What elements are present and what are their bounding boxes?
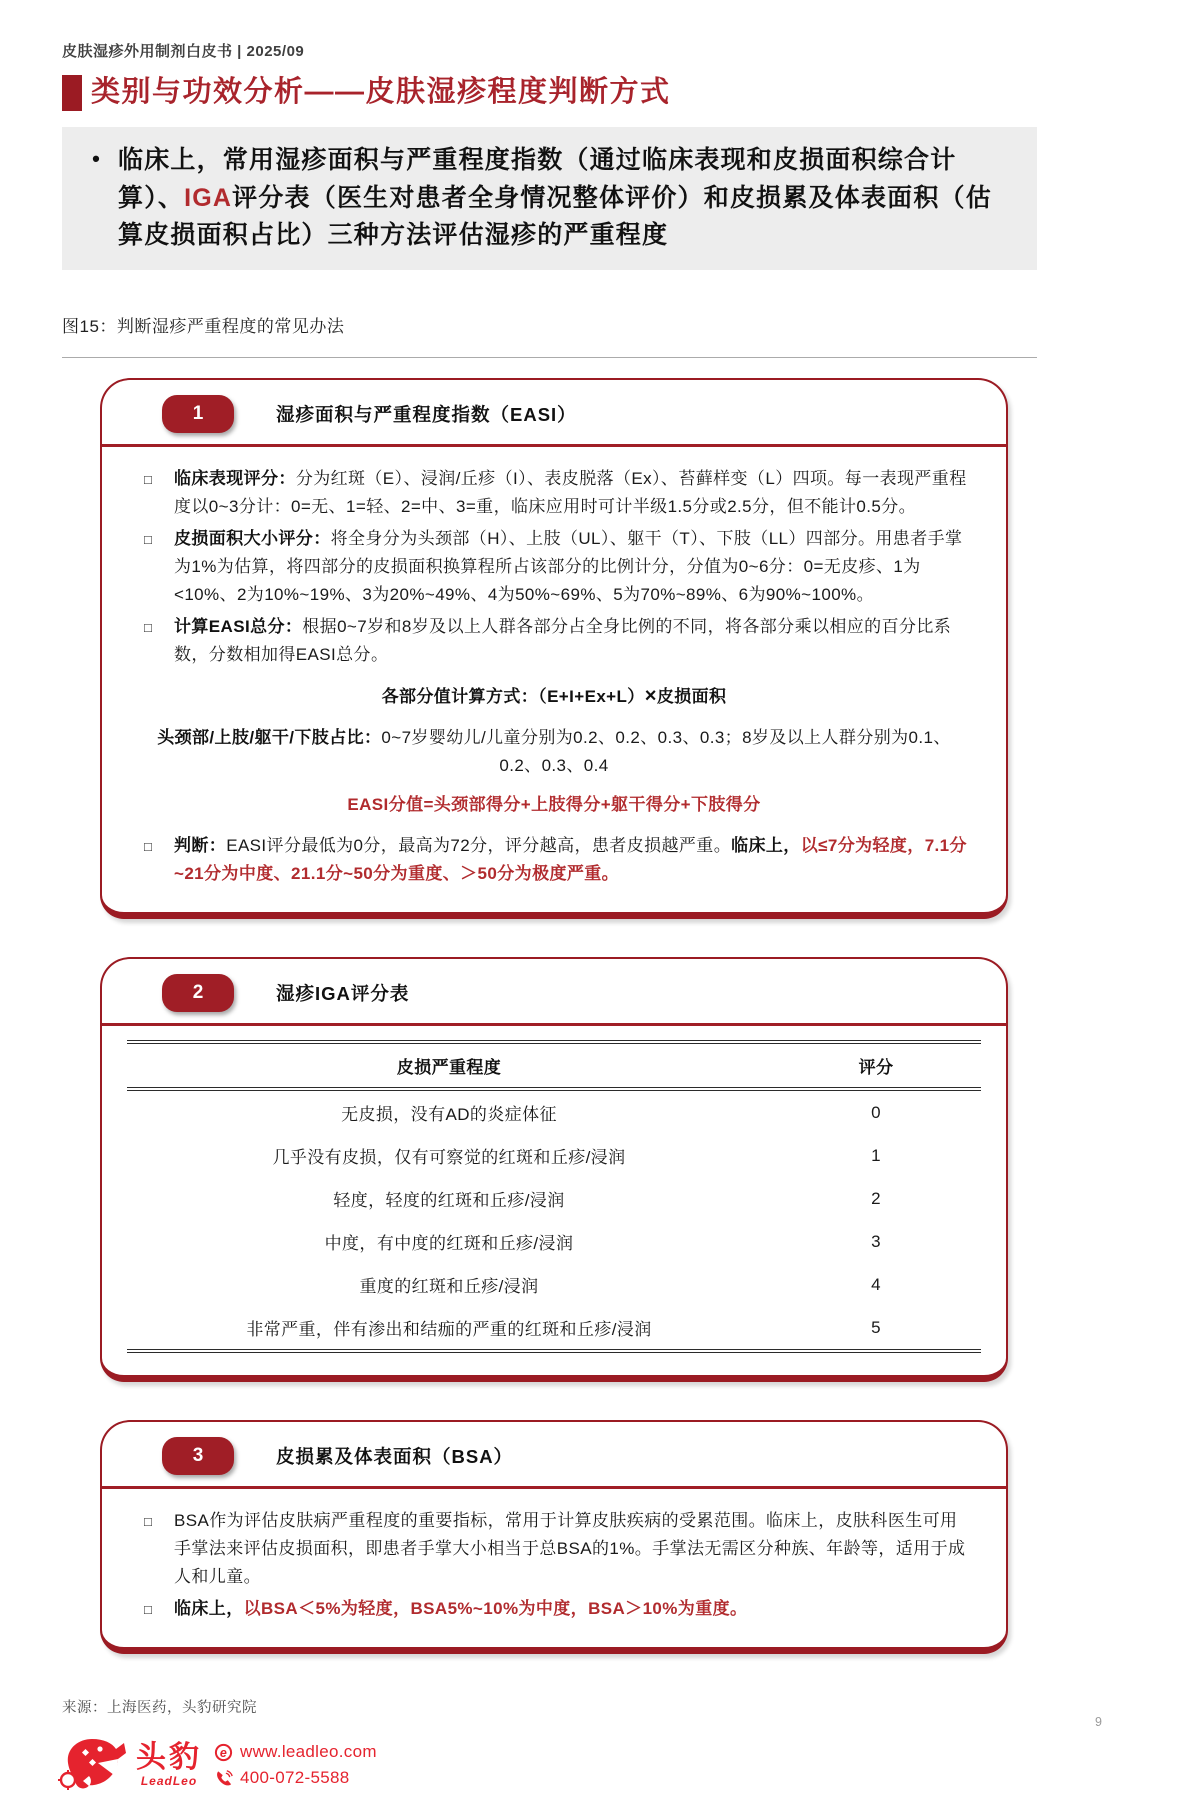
table-row bbox=[127, 1306, 981, 1351]
intro-banner bbox=[62, 127, 1037, 270]
table-row bbox=[127, 1263, 981, 1306]
score-cell: 4 bbox=[871, 1274, 881, 1294]
bullet-item bbox=[144, 465, 974, 521]
severity-cell: 非常严重，伴有渗出和结痂的严重的红斑和丘疹/浸润 bbox=[246, 1320, 652, 1340]
bullet-item bbox=[144, 1595, 974, 1623]
formula-line: 头颈部/上肢/躯干/下肢占比：0~7岁婴幼儿/儿童分别为0.2、0.2、0.3、0.3；8岁及以上人群分别为0.1、0.2、0.3、0.4 bbox=[157, 727, 951, 775]
panel-bsa-body bbox=[102, 1489, 1006, 1647]
panel-iga bbox=[100, 957, 1008, 1382]
table-row bbox=[127, 1220, 981, 1263]
square-bullet-icon: □ bbox=[144, 1602, 153, 1618]
severity-cell: 无皮损，没有AD的炎症体征 bbox=[341, 1105, 557, 1125]
score-cell: 1 bbox=[871, 1145, 881, 1165]
panel-number-badge: 2 bbox=[162, 974, 234, 1012]
leadleo-logo-icon bbox=[56, 1733, 132, 1797]
panel-bsa-title: 皮损累及体表面积（BSA） bbox=[276, 1446, 514, 1468]
panel-number-badge: 1 bbox=[162, 395, 234, 433]
page-title: 类别与功效分析——皮肤湿疹程度判断方式 bbox=[91, 76, 671, 109]
bullet-item bbox=[144, 525, 974, 609]
brand-text bbox=[136, 1740, 202, 1788]
doc-header: 皮肤湿疹外用制剂白皮书 | 2025/09 bbox=[62, 43, 305, 60]
page-number: 9 bbox=[1095, 1715, 1102, 1729]
panel-separator bbox=[102, 1023, 1006, 1026]
website-link[interactable]: www.leadleo.com bbox=[240, 1742, 377, 1761]
round-bullet-icon: • bbox=[92, 146, 100, 171]
panel-iga-title: 湿疹IGA评分表 bbox=[276, 983, 410, 1005]
square-bullet-icon: □ bbox=[144, 839, 153, 855]
bullet-text: 皮损面积大小评分：将全身分为头颈部（H）、上肢（UL）、躯干（T）、下肢（LL）四部分。用患者手掌为1%为估算，将四部分的皮损面积换算程所占该部分的比例计分，分值为0~6分：0=无皮疹、1为<10%、2为10%~19%、3为20%~49%、4为50%~69%、5为70%~89%、6为90%~100%。 bbox=[174, 528, 963, 604]
brand-subname: LeadLeo bbox=[140, 1773, 198, 1788]
severity-cell: 轻度，轻度的红斑和丘疹/浸润 bbox=[333, 1191, 565, 1211]
bullet-text: 计算EASI总分：根据0~7岁和8岁及以上人群各部分占全身比例的不同，将各部分乘以相应的百分比系数，分数相加得EASI总分。 bbox=[174, 616, 952, 664]
intro-text: 临床上，常用湿疹面积与严重程度指数（通过临床表现和皮损面积综合计算）、IGA评分表（医生对患者全身情况整体评价）和皮损累及体表面积（估算皮损面积占比）三种方法评估湿疹的严重程度 bbox=[118, 146, 992, 249]
severity-cell: 重度的红斑和丘疹/浸润 bbox=[359, 1277, 539, 1297]
iga-table bbox=[127, 1040, 981, 1353]
panel-easi-title: 湿疹面积与严重程度指数（EASI） bbox=[276, 403, 577, 425]
panel-iga-header bbox=[102, 959, 1006, 1023]
contact-block bbox=[214, 1739, 377, 1792]
bullet-item bbox=[144, 1507, 974, 1591]
phone-row bbox=[214, 1765, 377, 1791]
score-cell: 0 bbox=[871, 1102, 881, 1122]
score-cell: 2 bbox=[871, 1188, 881, 1208]
panel-easi bbox=[100, 378, 1008, 920]
iga-table-body bbox=[127, 1089, 981, 1351]
formula-line: EASI分值=头颈部得分+上肢得分+躯干得分+下肢得分 bbox=[347, 795, 761, 815]
bullet-item bbox=[144, 832, 974, 888]
square-bullet-icon: □ bbox=[144, 619, 153, 635]
panel-easi-header bbox=[102, 380, 1006, 444]
svg-text:e: e bbox=[219, 1745, 228, 1760]
score-cell: 5 bbox=[871, 1317, 881, 1337]
bullet-text: 判断：EASI评分最低为0分，最高为72分，评分越高，患者皮损越严重。临床上，以≤7分为轻度，7.1分~21分为中度、21.1分~50分为重度、＞50分为极度严重。 bbox=[174, 836, 967, 884]
figure-divider bbox=[62, 357, 1037, 358]
source-note: 来源：上海医药，头豹研究院 bbox=[62, 1700, 257, 1717]
figure-caption: 图15：判断湿疹严重程度的常见办法 bbox=[62, 316, 345, 336]
square-bullet-icon: □ bbox=[144, 1514, 153, 1530]
severity-cell: 几乎没有皮损，仅有可察觉的红斑和丘疹/浸润 bbox=[272, 1148, 626, 1168]
panel-easi-body bbox=[102, 447, 1006, 913]
table-header-row bbox=[127, 1042, 981, 1089]
website-row bbox=[214, 1739, 377, 1765]
globe-icon bbox=[214, 1743, 233, 1762]
table-header-score: 评分 bbox=[771, 1042, 981, 1089]
bullet-text: BSA作为评估皮肤病严重程度的重要指标，常用于计算皮肤疾病的受累范围。临床上，皮肤科医生可用手掌法来评估皮损面积，即患者手掌大小相当于总BSA的1%。手掌法无需区分种族、年龄等，适用于成人和儿童。 bbox=[174, 1511, 966, 1587]
table-row bbox=[127, 1134, 981, 1177]
square-bullet-icon: □ bbox=[144, 471, 153, 487]
bullet-text: 临床表现评分：分为红斑（E）、浸润/丘疹（I）、表皮脱落（Ex）、苔藓样变（L）四项。每一表现严重程度以0~3分计：0=无、1=轻、2=中、3=重，临床应用时可计半级1.5分或2.5分，但不能计0.5分。 bbox=[174, 468, 967, 516]
phone-number: 400-072-5588 bbox=[240, 1768, 350, 1788]
page-title-row bbox=[62, 75, 1200, 111]
severity-cell: 中度，有中度的红斑和丘疹/浸润 bbox=[324, 1234, 574, 1254]
report-page bbox=[0, 40, 1200, 1788]
bullet-item bbox=[144, 613, 974, 669]
title-accent-block bbox=[62, 75, 82, 111]
panel-bsa bbox=[100, 1420, 1008, 1654]
score-cell: 3 bbox=[871, 1231, 881, 1251]
square-bullet-icon: □ bbox=[144, 531, 153, 547]
phone-icon bbox=[214, 1769, 233, 1788]
bullet-text: 临床上，以BSA＜5%为轻度，BSA5%~10%为中度，BSA＞10%为重度。 bbox=[174, 1599, 748, 1619]
table-row bbox=[127, 1089, 981, 1134]
table-row bbox=[127, 1177, 981, 1220]
brand-name: 头豹 bbox=[136, 1740, 202, 1774]
panel-bsa-header bbox=[102, 1422, 1006, 1486]
panel-number-badge: 3 bbox=[162, 1437, 234, 1475]
footer-brand bbox=[56, 1733, 1200, 1797]
table-header-severity: 皮损严重程度 bbox=[127, 1042, 771, 1089]
formula-line: 各部分值计算方式：（E+I+Ex+L）×皮损面积 bbox=[381, 684, 727, 707]
